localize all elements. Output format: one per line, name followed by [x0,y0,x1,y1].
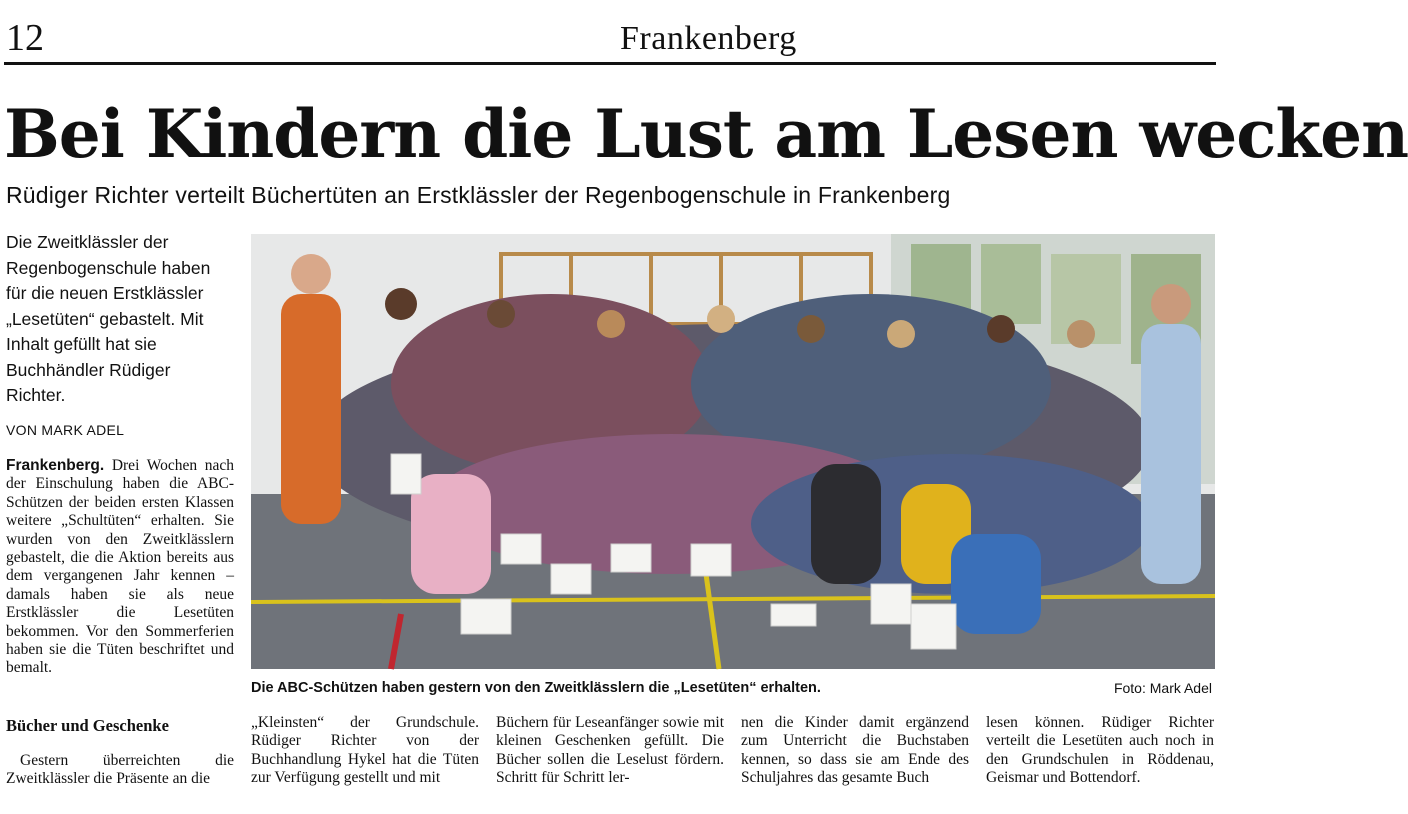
body-paragraph [6,457,234,678]
body-column-2: „Kleinsten“ der Grundschule. Rüdiger Richter von der Buchhandlung Hykel hat die Tüten zur Verfügung gestellt und mit [251,714,479,787]
body-column-5: lesen können. Rüdiger Richter verteilt die Lesetüten auch noch in den Grundschulen in Röddenau, Geismar und Bottendorf. [986,714,1214,787]
section-title: Frankenberg [620,20,797,57]
headline: Bei Kindern die Lust am Lesen wecken [4,95,1408,173]
body-paragraph: Gestern überreichten die Zweitklässler die Präsente an die [6,752,234,788]
article-photo [251,234,1215,669]
photo-credit: Foto: Mark Adel [1113,680,1212,696]
paragraph-text: Drei Wochen nach der Einschulung haben die ABC-Schützen der beiden ersten Klassen weitere „Schultüten“ erhalten. Sie wurden von den Zweitklässlern gebastelt, die die Aktion bereits aus dem vergangenen Jahr kennen – damals haben sie als neue Erstklässler die Lesetüten bekommen. Vor den Sommerferien haben sie die Tüten beschriftet und bemalt. [6,457,234,677]
header-rule [4,62,1216,65]
page-number: 12 [6,17,44,59]
subheadline: Rüdiger Richter verteilt Büchertüten an Erstklässler der Regenbogenschule in Frankenberg [6,182,951,208]
body-column-4: nen die Kinder damit ergänzend zum Unterricht die Buchstaben kennen, so dass sie am Ende des Schuljahres das gesamte Buch [741,714,969,787]
byline: VON MARK ADEL [6,422,125,438]
body-column-3: Büchern für Leseanfänger sowie mit kleinen Geschenken gefüllt. Die Bücher sollen die Leselust fördern. Schritt für Schritt ler- [496,714,724,787]
dateline: Frankenberg. [6,457,105,474]
class-group-photo [251,234,1215,669]
lead-paragraph: Die Zweitklässler der Regenbogenschule haben für die neuen Erstklässler „Lesetüten“ gebastelt. Mit Inhalt gefüllt hat sie Buchhändler Rüdiger Richter. [6,232,211,405]
photo-caption: Die ABC-Schützen haben gestern von den Zweitklässlern die „Lesetüten“ erhalten. [251,680,821,696]
subheading: Bücher und Geschenke [6,716,169,735]
